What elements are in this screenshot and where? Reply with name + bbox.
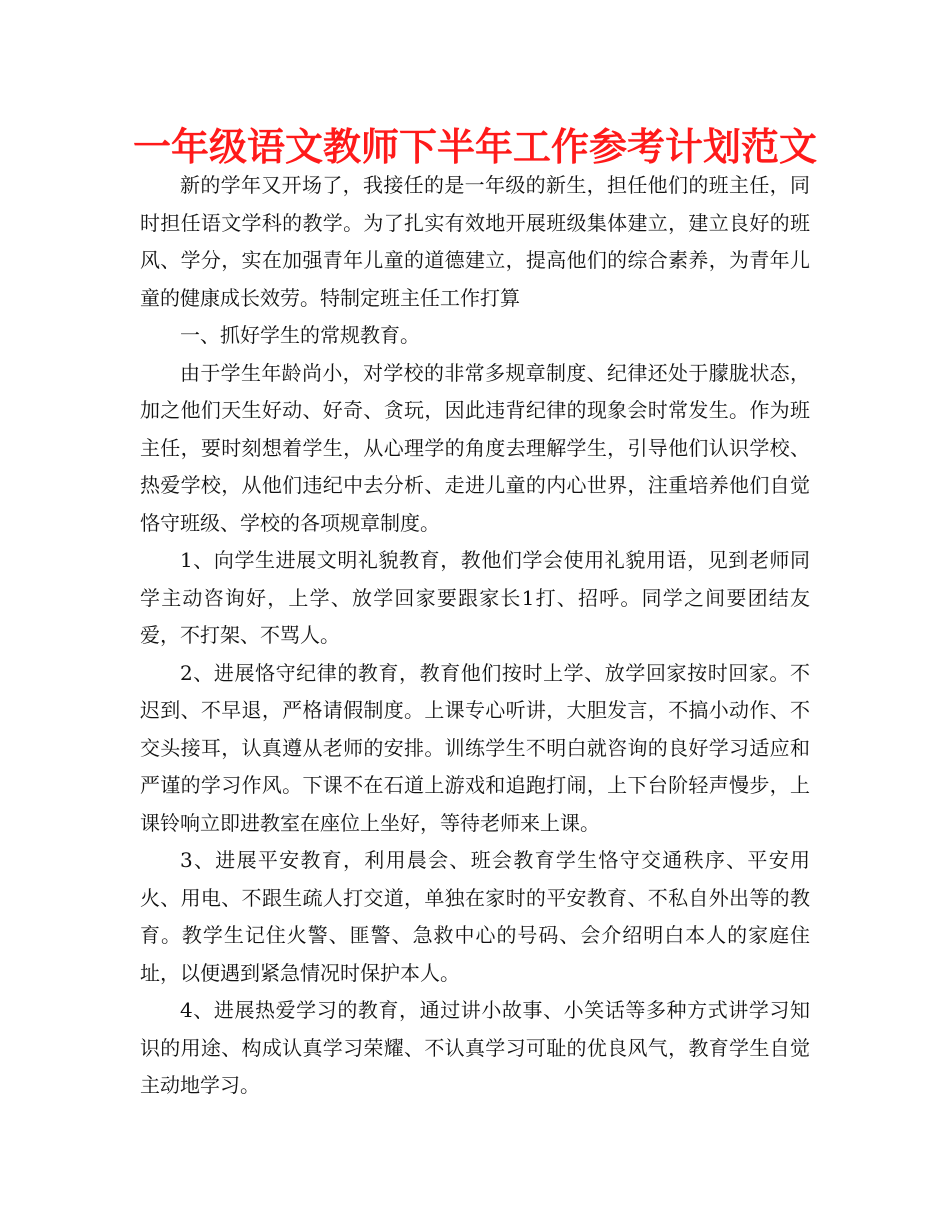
- paragraph-section-intro: 由于学生年龄尚小，对学校的非常多规章制度、纪律还处于朦胧状态，加之他们天生好动、好奇、贪玩，因此违背纪律的现象会时常发生。作为班主任，要时刻想着学生，从心理学的角度去理解学生，引导他们认识学校、热爱学校，从他们违纪中去分析、走进儿童的内心世界，注重培养他们自觉恪守班级、学校的各项规章制度。: [140, 360, 810, 535]
- list-item-safety: 3、进展平安教育，利用晨会、班会教育学生恪守交通秩序、平安用火、用电、不跟生疏人打交道，单独在家时的平安教育、不私自外出等的教育。教学生记住火警、匪警、急救中心的号码、会介绍明白本人的家庭住址，以便遇到紧急情况时保护本人。: [140, 848, 810, 985]
- paragraph-intro: 新的学年又开场了，我接任的是一年级的新生，担任他们的班主任，同时担任语文学科的教学。为了扎实有效地开展班级集体建立，建立良好的班风、学分，实在加强青年儿童的道德建立，提高他们的综合素养，为青年儿童的健康成长效劳。特制定班主任工作打算: [140, 173, 810, 310]
- list-item-courtesy: 1、向学生进展文明礼貌教育，教他们学会使用礼貌用语，见到老师同学主动咨询好，上学、放学回家要跟家长1打、招呼。同学之间要团结友爱，不打架、不骂人。: [140, 548, 810, 647]
- section-heading: 一、抓好学生的常规教育。: [180, 323, 420, 347]
- document-body: [140, 167, 810, 1105]
- list-item-study: 4、进展热爱学习的教育，通过讲小故事、小笑话等多种方式讲学习知识的用途、构成认真学习荣耀、不认真学习可耻的优良风气，教育学生自觉主动地学习。: [140, 998, 810, 1097]
- document-title: 一年级语文教师下半年工作参考计划范文: [132, 125, 817, 169]
- list-item-discipline: 2、进展恪守纪律的教育，教育他们按时上学、放学回家按时回家。不迟到、不早退，严格请假制度。上课专心听讲，大胆发言，不搞小动作、不交头接耳，认真遵从老师的安排。训练学生不明白就咨询的良好学习适应和严谨的学习作风。下课不在石道上游戏和追跑打闹，上下台阶轻声慢步，上课铃响立即进教室在座位上坐好，等待老师来上课。: [140, 660, 810, 835]
